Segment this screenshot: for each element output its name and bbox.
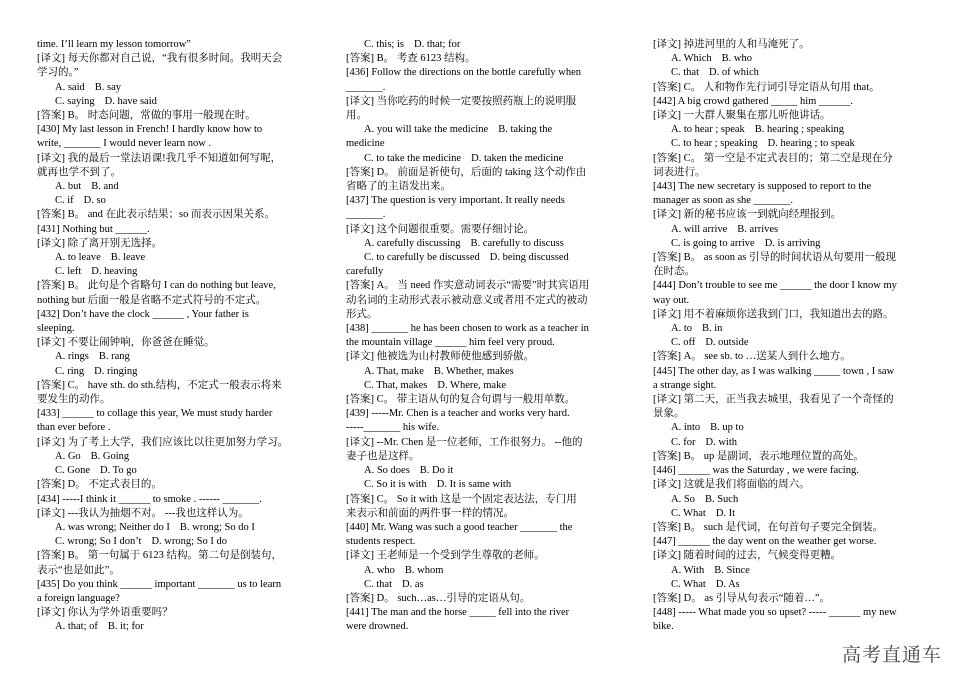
text-line: [译文] 一大群人聚集在那儿听他讲话。 [653, 110, 831, 122]
text-line: [431] Nothing but ______. [37, 223, 150, 235]
option-line [653, 52, 935, 66]
text-line: [435] Do you think ______ important _______ us to learn [37, 578, 282, 590]
text-line: [443] The new secretary is supposed to report to the [653, 181, 872, 193]
option-text: D. hearing ; to speak [767, 138, 855, 150]
text-line: 省略了的主语发出来。 [346, 181, 451, 193]
option-text: B. hearing ; speaking [754, 124, 845, 136]
text-line: [444] Don’t trouble to see me ______ the door I know my [653, 280, 897, 292]
option-text: B. arrives [737, 223, 779, 235]
option-text: A. to [671, 323, 692, 335]
text-line: 在时态。 [653, 266, 695, 278]
option-line [653, 123, 935, 137]
option-line [37, 180, 319, 194]
option-line [37, 365, 319, 379]
text-line: _______. [346, 81, 386, 93]
text-line: way out. [653, 294, 690, 306]
text-line: [译文] 他被选为山村教师使他感到骄傲。 [346, 351, 535, 363]
option-line [653, 493, 935, 507]
option-text: C. if [55, 195, 74, 207]
text-line: [439] -----Mr. Chen is a teacher and works very hard. [346, 408, 570, 420]
option-text: D. taken the medicine [471, 152, 564, 164]
option-text: B. rang [98, 351, 130, 363]
option-line [37, 265, 319, 279]
option-text: D. To go [100, 465, 137, 477]
text-line: [译文] 王老师是一个受到学生尊敬的老师。 [346, 550, 545, 562]
option-text: C. for [671, 436, 696, 448]
text-line: write, _______ I would never learn now . [37, 138, 212, 150]
option-text: C. So it is with [364, 479, 427, 491]
text-line: [434] -----I think it ______ to smoke . ------ _______. [37, 493, 262, 505]
text-line: 妻子也是这样。 [346, 450, 420, 462]
column-left [37, 38, 319, 635]
text-line: [译文] 当你吃药的时候一定要按照药瓶上的说明服 [346, 95, 577, 107]
text-line: [437] The question is very important. It really needs [346, 195, 565, 207]
option-text: C. off [671, 337, 696, 349]
text-line: nothing but 后面一般是省略不定式符号的不定式。 [37, 294, 267, 306]
option-text: D. Where, make [437, 379, 506, 391]
option-text: C. Gone [55, 465, 90, 477]
option-line [37, 450, 319, 464]
text-line: were drowned. [346, 621, 409, 633]
option-text: A. With [671, 564, 705, 576]
text-line: [445] The other day, as I was walking _____ town , I saw [653, 365, 895, 377]
text-line: [442] A big crowd gathered _____ him ______. [653, 95, 854, 107]
text-line: [译文] 除了离开别无选择。 [37, 237, 163, 249]
text-line: time. I’ll learn my lesson tomorrow” [37, 39, 191, 50]
option-text: C. that [364, 578, 392, 590]
option-line [346, 237, 628, 251]
option-line [346, 564, 628, 578]
text-line: [440] Mr. Wang was such a good teacher _______ the [346, 521, 573, 533]
option-text: C. to take the medicine [364, 152, 462, 164]
option-text: C. that [671, 67, 699, 79]
text-line: [译文] 我的最后一堂法语课!我几乎不知道如何写呢， [37, 152, 282, 164]
option-text: B. Since [714, 564, 750, 576]
text-line: a strange sight. [653, 379, 717, 391]
text-line: [答案] B。 up 是副词，表示地理位置的高处。 [653, 450, 864, 462]
text-line: [译文] 用不着麻烦你送我到门口，我知道出去的路。 [653, 308, 894, 320]
option-line [346, 578, 628, 592]
text-line: [译文] 你认为学外语重要吗？ [37, 607, 173, 619]
option-text: D. wrong; So I do [151, 536, 227, 548]
option-text: B. Going [90, 450, 130, 462]
option-text: A. that; of [55, 621, 98, 633]
text-line: 来表示和前面的两件事一样的情况。 [346, 507, 514, 519]
text-line: [441] The man and the horse _____ fell into the river [346, 607, 570, 619]
option-line [346, 478, 628, 492]
text-line: [译文] 这个问题很重要。需要仔细讨论。 [346, 223, 535, 235]
option-text: A. rings [55, 351, 89, 363]
text-line: [译文] --Mr. Chen 是一位老师，工作很努力。 --他的 [346, 436, 583, 448]
text-line: [答案] C。 So it with 这是一个固定表达法，专门用 [346, 493, 577, 505]
option-text: B. say [94, 81, 121, 93]
option-line [37, 251, 319, 265]
option-line [346, 152, 628, 166]
text-line: [译文] 新的秘书应该一到就向经理报到。 [653, 209, 842, 221]
option-text: D. It is same with [436, 479, 512, 491]
option-text: D. As [715, 578, 740, 590]
option-line [653, 66, 935, 80]
option-text: B. carefully to discuss [470, 237, 564, 249]
option-line [37, 464, 319, 478]
watermark-text: 高考直通车 [841, 644, 942, 666]
text-line: 就再也学不到了。 [37, 166, 121, 178]
text-line: [答案] B。 此句是个省略句 I can do nothing but leave, [37, 280, 276, 292]
text-line: [译文] 第二天，正当我去城里，我看见了一个奇怪的 [653, 394, 894, 406]
option-text: A. That, make [364, 365, 424, 377]
option-line [653, 223, 935, 237]
text-line: [答案] C。 第一空是不定式表目的；第二空是现在分 [653, 152, 893, 164]
option-line [653, 507, 935, 521]
option-text: D. It [715, 507, 736, 519]
text-line: [答案] B。 第一句属于 6123 结构。第二句是倒装句， [37, 550, 282, 562]
option-line [37, 620, 319, 634]
text-line: [446] ______ was the Saturday , we were facing. [653, 465, 859, 477]
option-text: D. is arriving [764, 237, 821, 249]
option-text: D. being discussed [489, 252, 569, 264]
option-text: C. is going to arrive [671, 237, 755, 249]
option-line [653, 137, 935, 151]
text-line: [译文] 为了考上大学，我们应该比以往更加努力学习。 [37, 436, 289, 448]
option-text: D. so [83, 195, 106, 207]
text-line: [答案] A。 当 need 作实意动词表示“需要”时其宾语用 [346, 280, 590, 292]
option-text: A. was wrong; Neither do I [55, 521, 170, 533]
option-text: D. have said [104, 95, 157, 107]
text-line: 动名词的主动形式表示被动意义或者用不定式的被动 [346, 294, 588, 306]
text-line: [答案] B。 such 是代词，在句首句子要完全倒装。 [653, 521, 884, 533]
option-text: A. will arrive [671, 223, 728, 235]
option-text: C. to hear ; speaking [671, 138, 758, 150]
text-line: carefully [346, 266, 384, 278]
option-text: A. Which [671, 53, 712, 65]
text-line: [译文] 每天你都对自己说，“我有很多时间。我明天会 [37, 53, 283, 65]
option-line [346, 464, 628, 478]
text-line: [436] Follow the directions on the bottle carefully when [346, 67, 582, 79]
option-text: B. taking the [498, 124, 553, 136]
text-line: [438] _______ he has been chosen to work as a teacher in [346, 323, 589, 335]
option-line [37, 521, 319, 535]
option-text: B. in [702, 323, 723, 335]
option-line [37, 95, 319, 109]
option-line [653, 578, 935, 592]
text-line: a foreign language? [37, 592, 120, 604]
column-middle [346, 38, 628, 635]
text-line: [译文] 掉进河里的人和马淹死了。 [653, 39, 810, 50]
option-text: C. wrong; So I don’t [55, 536, 142, 548]
text-line: [答案] D。 as 引导从句表示“随着…”。 [653, 592, 831, 604]
text-line: [430] My last lesson in French! I hardly know how to [37, 124, 263, 136]
option-text: A. to hear ; speak [671, 124, 745, 136]
text-line: 学习的。” [37, 67, 79, 79]
option-line [37, 81, 319, 95]
text-line: [答案] C。 have sth. do sth.结构，不定式一般表示将来 [37, 379, 282, 391]
option-text: A. Go [55, 450, 81, 462]
option-line [653, 436, 935, 450]
text-line: [433] ______ to collage this year, We must study harder [37, 408, 273, 420]
option-text: C. to carefully be discussed [364, 252, 480, 264]
option-text: D. that; for [413, 39, 461, 50]
option-line [346, 251, 628, 265]
text-line: 要发生的动作。 [37, 394, 111, 406]
option-text: A. into [671, 422, 701, 434]
text-line: [译文] 随着时间的过去，气候变得更糟。 [653, 550, 842, 562]
option-text: B. Such [704, 493, 739, 505]
option-text: B. whom [404, 564, 444, 576]
option-text: C. What [671, 507, 706, 519]
option-text: A. to leave [55, 252, 101, 264]
text-line: [答案] D。 前面是祈使句，后面的 taking 这个动作由 [346, 166, 587, 178]
option-line [37, 350, 319, 364]
text-line: [答案] D。 不定式表目的。 [37, 479, 162, 491]
text-line: 形式。 [346, 308, 378, 320]
option-text: C. saying [55, 95, 95, 107]
text-line: [432] Don’t have the clock ______ , Your father is [37, 308, 249, 320]
text-line: [答案] B。 and 在此表示结果；so 而表示因果关系。 [37, 209, 275, 221]
option-text: C. left [55, 266, 82, 278]
text-line: the mountain village ______ him feel very proud. [346, 337, 555, 349]
option-text: B. up to [710, 422, 744, 434]
option-text: A. So [671, 493, 695, 505]
text-line: -----_______ his wife. [346, 422, 440, 434]
text-line: than ever before . [37, 422, 111, 434]
option-line [653, 421, 935, 435]
text-line: [译文] ---我认为抽烟不对。 ---我也这样认为。 [37, 507, 249, 519]
text-line: medicine [346, 138, 385, 150]
option-text: B. wrong; So do I [179, 521, 255, 533]
option-text: B. Whether, makes [433, 365, 514, 377]
text-line: 词表进行。 [653, 166, 706, 178]
text-line: [答案] C。 人和物作先行词引导定语从句用 that。 [653, 81, 880, 93]
option-text: D. heaving [91, 266, 138, 278]
option-text: C. this; is [364, 39, 404, 50]
option-text: D. as [402, 578, 424, 590]
text-line: [译文] 这就是我们将面临的周六。 [653, 479, 810, 491]
text-line: [答案] B。 考查 6123 结构。 [346, 53, 476, 65]
text-line: bike. [653, 621, 674, 633]
text-line: sleeping. [37, 323, 75, 335]
option-line [37, 194, 319, 208]
option-line [653, 564, 935, 578]
option-text: A. you will take the medicine [364, 124, 489, 136]
option-text: A. who [364, 564, 395, 576]
option-text: B. and [91, 181, 119, 193]
text-line: [答案] A。 see sb. to …送某人到什么地方。 [653, 351, 851, 363]
text-line: 景象。 [653, 408, 685, 420]
text-line: [答案] B。 时态问题，常做的事用一般现在时。 [37, 110, 256, 122]
option-line [653, 336, 935, 350]
option-text: B. leave [110, 252, 146, 264]
option-text: D. with [705, 436, 737, 448]
option-text: D. outside [705, 337, 749, 349]
text-line: _______. [346, 209, 386, 221]
option-text: D. ringing [94, 365, 138, 377]
text-line: [447] ______ the day went on the weather get worse. [653, 536, 877, 548]
column-right [653, 38, 935, 635]
option-text: C. ring [55, 365, 85, 377]
text-line: 用。 [346, 110, 367, 122]
option-line [346, 379, 628, 393]
option-text: B. who [721, 53, 752, 65]
option-line [37, 535, 319, 549]
option-line [653, 237, 935, 251]
option-text: A. So does [364, 465, 410, 477]
option-line [653, 322, 935, 336]
option-text: C. That, makes [364, 379, 428, 391]
text-line: students respect. [346, 536, 416, 548]
option-text: D. of which [709, 67, 759, 79]
option-line [346, 123, 628, 137]
option-text: C. What [671, 578, 706, 590]
option-text: B. Do it [419, 465, 454, 477]
option-text: A. carefully discussing [364, 237, 461, 249]
option-text: A. said [55, 81, 85, 93]
text-line: [译文] 不要让闹钟响，你爸爸在睡觉。 [37, 337, 215, 349]
text-line: [答案] C。 带主语从句的复合句谓与一般用单数。 [346, 394, 576, 406]
text-line: 表示“也是如此”。 [37, 564, 120, 576]
option-line [346, 365, 628, 379]
text-line: manager as soon as she _______. [653, 195, 793, 207]
option-line [346, 38, 628, 52]
text-line: [答案] B。 as soon as 引导的时间状语从句要用一般现 [653, 252, 896, 264]
option-text: A. but [55, 181, 82, 193]
option-text: B. it; for [107, 621, 144, 633]
text-line: [答案] D。 such…as…引导的定语从句。 [346, 592, 531, 604]
text-line: [448] ----- What made you so upset? ----- ______ my new [653, 607, 897, 619]
